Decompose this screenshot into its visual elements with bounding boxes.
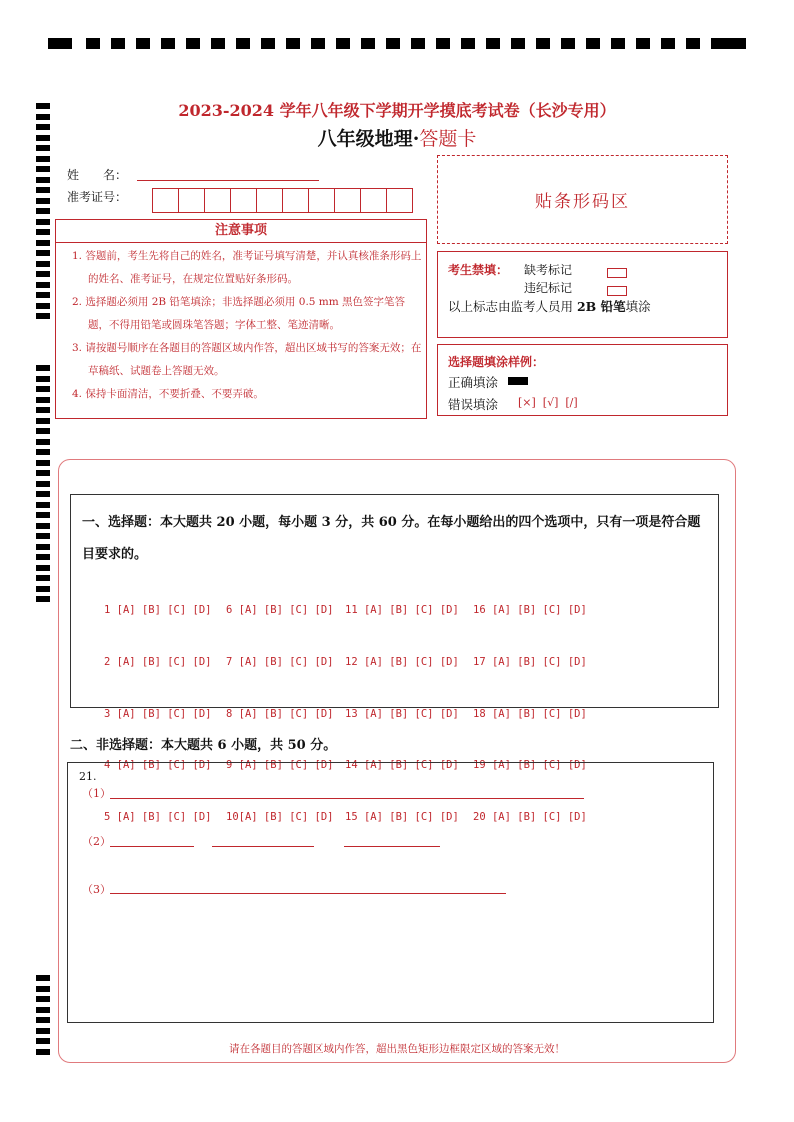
- timing-mark: [611, 38, 625, 49]
- id-digit-box[interactable]: [256, 188, 283, 213]
- subject-label: 八年级地理: [317, 128, 413, 150]
- timing-mark: [722, 38, 746, 49]
- timing-mark: [386, 38, 400, 49]
- timing-mark: [36, 365, 50, 371]
- timing-mark: [36, 240, 50, 246]
- timing-mark: [461, 38, 475, 49]
- id-digit-box[interactable]: [334, 188, 361, 213]
- choice-row-6[interactable]: 6 [A] [B] [C] [D]: [226, 604, 334, 617]
- part-1-label: （1）: [82, 787, 111, 800]
- timing-mark: [36, 386, 50, 392]
- timing-mark: [111, 38, 125, 49]
- timing-mark: [36, 292, 50, 298]
- timing-mark: [211, 38, 225, 49]
- id-digit-box[interactable]: [308, 188, 335, 213]
- timing-mark: [261, 38, 275, 49]
- timing-mark: [36, 565, 50, 571]
- absent-mark-box[interactable]: [607, 262, 627, 281]
- choice-row-14[interactable]: 14 [A] [B] [C] [D]: [345, 759, 459, 772]
- choice-row-3[interactable]: 3 [A] [B] [C] [D]: [104, 707, 212, 720]
- id-digit-box[interactable]: [230, 188, 257, 213]
- timing-mark: [36, 491, 50, 497]
- timing-mark: [36, 975, 50, 981]
- choice-row-11[interactable]: 11 [A] [B] [C] [D]: [345, 604, 459, 617]
- exam-id-boxes[interactable]: [152, 188, 412, 212]
- part-1-answer-line[interactable]: [110, 798, 584, 799]
- name-field[interactable]: [137, 180, 319, 181]
- timing-mark: [48, 38, 72, 49]
- timing-mark: [36, 156, 50, 162]
- timing-mark: [36, 208, 50, 214]
- timing-mark: [36, 544, 50, 550]
- id-digit-box[interactable]: [204, 188, 231, 213]
- timing-mark: [36, 439, 50, 445]
- part-2-label: （2）: [82, 835, 111, 848]
- timing-mark: [36, 533, 50, 539]
- id-digit-box[interactable]: [386, 188, 413, 213]
- question-21-box: [67, 762, 714, 1023]
- choice-row-8[interactable]: 8 [A] [B] [C] [D]: [226, 707, 334, 720]
- exam-id-label: 准考证号：: [67, 190, 128, 204]
- timing-mark: [36, 449, 50, 455]
- choice-row-4[interactable]: 4 [A] [B] [C] [D]: [104, 759, 212, 772]
- timing-mark: [511, 38, 525, 49]
- timing-mark: [486, 38, 500, 49]
- choice-row-12[interactable]: 12 [A] [B] [C] [D]: [345, 656, 459, 669]
- timing-mark: [286, 38, 300, 49]
- choice-row-19[interactable]: 19 [A] [B] [C] [D]: [473, 759, 587, 772]
- choice-section-title: 一、选择题：本大题共 20 小题，每小题 3 分，共 60 分。在每小题给出的四个选项中，只有一项是符合题目要求的。: [82, 515, 701, 562]
- timing-mark: [161, 38, 175, 49]
- notice-item: 2. 选择题必须用 2B 铅笔填涂；非选择题必须用 0.5 mm 黑色签字笔答题，不得用铅笔或圆珠笔答题；字体工整、笔迹清晰。: [72, 296, 406, 331]
- timing-mark: [36, 187, 50, 193]
- part-2-answer-line-a[interactable]: [110, 846, 194, 847]
- timing-mark: [561, 38, 575, 49]
- timing-mark: [36, 986, 50, 992]
- timing-mark: [36, 397, 50, 403]
- timing-mark: [186, 38, 200, 49]
- timing-mark: [36, 523, 50, 529]
- fill-sample-panel: [437, 344, 728, 416]
- question-21-number: 21.: [79, 770, 97, 783]
- choice-row-16[interactable]: 16 [A] [B] [C] [D]: [473, 604, 587, 617]
- timing-mark: [36, 282, 50, 288]
- choice-row-2[interactable]: 2 [A] [B] [C] [D]: [104, 656, 212, 669]
- timing-mark: [436, 38, 450, 49]
- timing-mark: [36, 1017, 50, 1023]
- timing-mark: [36, 575, 50, 581]
- barcode-area: [437, 155, 728, 244]
- id-digit-box[interactable]: [152, 188, 179, 213]
- timing-mark: [36, 1007, 50, 1013]
- timing-mark: [36, 313, 50, 319]
- wrong-fill-marks: [×] [√] [/]: [518, 396, 578, 409]
- choice-row-7[interactable]: 7 [A] [B] [C] [D]: [226, 656, 334, 669]
- id-digit-box[interactable]: [282, 188, 309, 213]
- timing-mark: [586, 38, 600, 49]
- id-digit-box[interactable]: [178, 188, 205, 213]
- timing-mark: [36, 166, 50, 172]
- answer-card-label: 答题卡: [419, 128, 477, 150]
- timing-mark: [411, 38, 425, 49]
- notice-panel: [55, 219, 427, 419]
- timing-mark: [236, 38, 250, 49]
- timing-mark: [36, 250, 50, 256]
- absent-mark-label: 缺考标记: [524, 263, 573, 277]
- timing-mark: [36, 502, 50, 508]
- fill-sample-title: 选择题填涂样例：: [448, 355, 545, 369]
- timing-mark: [36, 586, 50, 592]
- choice-row-1[interactable]: 1 [A] [B] [C] [D]: [104, 604, 212, 617]
- timing-mark: [36, 428, 50, 434]
- barcode-label: 贴条形码区: [535, 192, 630, 212]
- timing-mark: [36, 376, 50, 382]
- choice-row-9[interactable]: 9 [A] [B] [C] [D]: [226, 759, 334, 772]
- timing-mark: [36, 996, 50, 1002]
- notice-item: 3. 请按题号顺序在各题目的答题区域内作答，超出区域书写的答案无效；在草稿纸、试题卷上答题无效。: [72, 342, 422, 377]
- timing-mark: [36, 512, 50, 518]
- timing-mark: [636, 38, 650, 49]
- choice-row-13[interactable]: 13 [A] [B] [C] [D]: [345, 707, 459, 720]
- part-2-answer-line-c[interactable]: [344, 846, 440, 847]
- timing-mark: [136, 38, 150, 49]
- part-3-answer-line[interactable]: [110, 893, 506, 894]
- id-digit-box[interactable]: [360, 188, 387, 213]
- timing-mark: [361, 38, 375, 49]
- timing-mark: [336, 38, 350, 49]
- timing-mark: [36, 554, 50, 560]
- notice-item: 4. 保持卡面清洁，不要折叠、不要弄破。: [72, 388, 264, 400]
- choice-row-15[interactable]: 15 [A] [B] [C] [D]: [345, 810, 459, 823]
- notice-heading: 注意事项: [56, 220, 426, 243]
- timing-mark: [36, 418, 50, 424]
- timing-mark: [686, 38, 700, 49]
- timing-mark: [36, 229, 50, 235]
- notice-item: 1. 答题前，考生先将自己的姓名，准考证号填写清楚，并认真核准条形码上的姓名、准考证号，在规定位置贴好条形码。: [72, 250, 422, 285]
- examiner-only-panel: [437, 251, 728, 338]
- choice-row-18[interactable]: 18 [A] [B] [C] [D]: [473, 707, 587, 720]
- timing-mark: [36, 303, 50, 309]
- timing-mark: [36, 219, 50, 225]
- timing-mark: [86, 38, 100, 49]
- footer-warning: 请在各题目的答题区域内作答，超出黑色矩形边框限定区域的答案无效！: [229, 1043, 565, 1055]
- choice-row-10[interactable]: 10[A] [B] [C] [D]: [226, 810, 334, 823]
- timing-mark: [36, 1028, 50, 1034]
- choice-row-5[interactable]: 5 [A] [B] [C] [D]: [104, 810, 212, 823]
- timing-mark: [311, 38, 325, 49]
- name-label: 姓 名：: [67, 168, 128, 182]
- timing-mark: [536, 38, 550, 49]
- part-2-answer-line-b[interactable]: [212, 846, 314, 847]
- timing-mark: [36, 460, 50, 466]
- timing-mark: [36, 198, 50, 204]
- timing-mark: [36, 261, 50, 267]
- timing-mark: [36, 596, 50, 602]
- choice-row-17[interactable]: 17 [A] [B] [C] [D]: [473, 656, 587, 669]
- examiner-note: 以上标志由监考人员用 2B 铅笔填涂: [448, 299, 651, 314]
- correct-fill-label: 正确填涂: [448, 375, 499, 390]
- side-timing-marks-middle: [36, 365, 50, 607]
- timing-mark: [661, 38, 675, 49]
- timing-mark: [36, 470, 50, 476]
- card-title: [0, 124, 794, 151]
- non-choice-section-title: 二、非选择题：本大题共 6 小题，共 50 分。: [70, 738, 337, 753]
- timing-mark: [36, 407, 50, 413]
- part-3-label: （3）: [82, 883, 111, 896]
- timing-mark: [36, 481, 50, 487]
- violation-mark-label: 违纪标记: [524, 281, 573, 295]
- timing-mark: [36, 271, 50, 277]
- wrong-fill-label: 错误填涂: [448, 397, 499, 412]
- title-separator: ·: [412, 128, 420, 150]
- correct-fill-mark: [508, 377, 528, 385]
- timing-mark: [36, 177, 50, 183]
- top-timing-marks: [48, 38, 746, 51]
- choice-row-20[interactable]: 20 [A] [B] [C] [D]: [473, 810, 587, 823]
- exam-title: 2023-2024 学年八年级下学期开学摸底考试卷（长沙专用）: [178, 101, 616, 120]
- examiner-only-label: 考生禁填：: [448, 263, 509, 277]
